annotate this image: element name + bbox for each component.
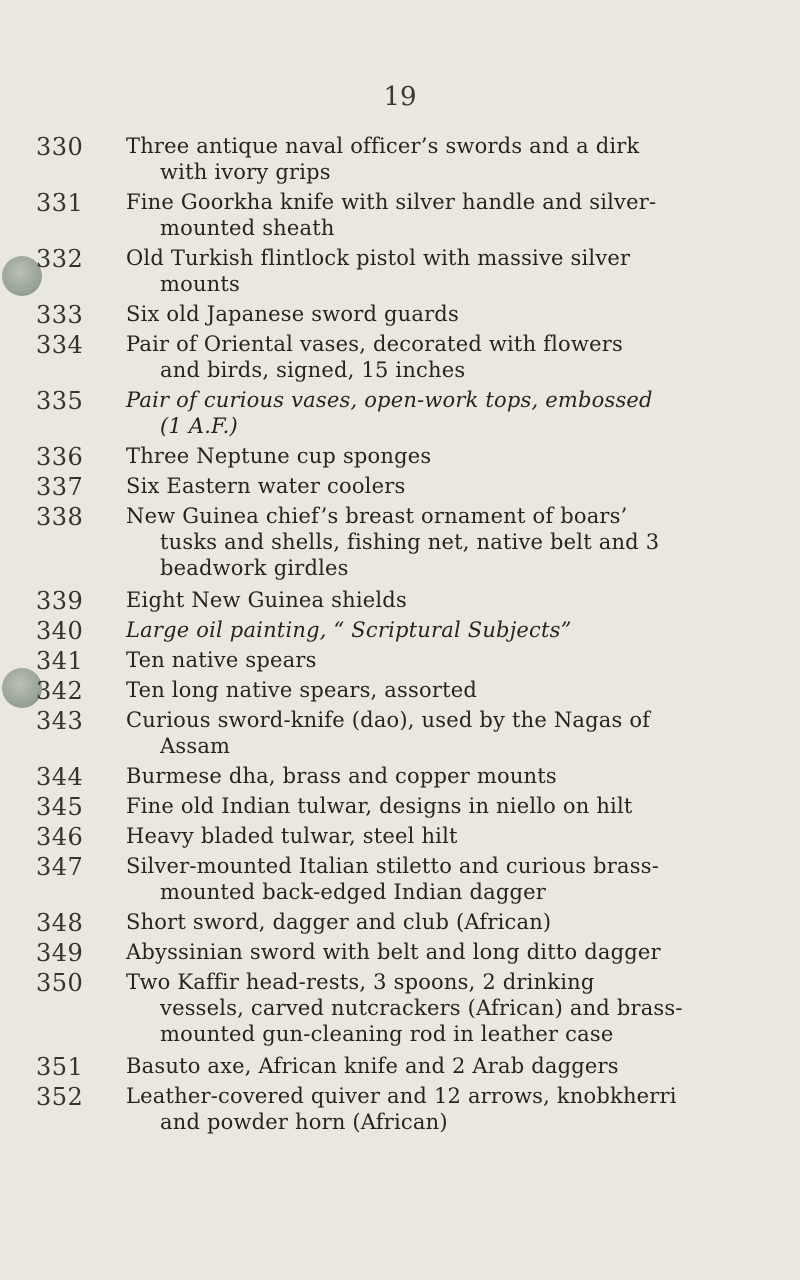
- lot-number: 344: [36, 763, 84, 791]
- lot-description-line: Two Kaffir head-rests, 3 spoons, 2 drinking: [126, 970, 595, 994]
- lot-description-line: with ivory grips: [160, 160, 331, 184]
- lot-description-line: mounted gun-cleaning rod in leather case: [160, 1022, 614, 1046]
- lot-number: 349: [36, 939, 84, 967]
- lot-description: [126, 939, 780, 965]
- lot-description-line: mounted sheath: [160, 216, 335, 240]
- lot-number: 338: [36, 503, 84, 531]
- lot-list: [0, 133, 800, 1139]
- lot-number: 334: [36, 331, 84, 359]
- lot-description-line: Silver-mounted Italian stiletto and curious brass-: [126, 854, 659, 878]
- lot-entry: [0, 301, 800, 331]
- lot-description-line: New Guinea chief’s breast ornament of boars’: [126, 504, 628, 528]
- lot-description: [126, 823, 780, 849]
- lot-number: 339: [36, 587, 84, 615]
- lot-description-line: Six old Japanese sword guards: [126, 302, 459, 326]
- lot-description-line: Three antique naval officer’s swords and a dirk: [126, 134, 640, 158]
- lot-description: [126, 969, 780, 1047]
- lot-entry: [0, 503, 800, 587]
- lot-number: 333: [36, 301, 84, 329]
- lot-number: 352: [36, 1083, 84, 1111]
- lot-number: 347: [36, 853, 84, 881]
- lot-description-line: Leather-covered quiver and 12 arrows, knobkherri: [126, 1084, 677, 1108]
- lot-description-line: and birds, signed, 15 inches: [160, 358, 466, 382]
- lot-number: 345: [36, 793, 84, 821]
- lot-number: 332: [36, 245, 84, 273]
- lot-entry: [0, 763, 800, 793]
- lot-entry: [0, 793, 800, 823]
- lot-description: [126, 763, 780, 789]
- lot-description-line: tusks and shells, fishing net, native belt and 3: [160, 530, 660, 554]
- lot-description-line: Pair of curious vases, open-work tops, embossed: [126, 388, 653, 412]
- lot-entry: [0, 331, 800, 387]
- lot-description: [126, 133, 780, 185]
- lot-entry: [0, 707, 800, 763]
- lot-entry: [0, 1053, 800, 1083]
- lot-description-line: Fine Goorkha knife with silver handle and silver-: [126, 190, 657, 214]
- lot-entry: [0, 677, 800, 707]
- lot-description-line: vessels, carved nutcrackers (African) and brass-: [160, 996, 683, 1020]
- lot-number: 346: [36, 823, 84, 851]
- lot-entry: [0, 823, 800, 853]
- lot-description: [126, 707, 780, 759]
- lot-entry: [0, 1083, 800, 1139]
- lot-entry: [0, 617, 800, 647]
- lot-description-line: Assam: [160, 734, 231, 758]
- lot-number: 341: [36, 647, 84, 675]
- lot-description: [126, 853, 780, 905]
- lot-entry: [0, 969, 800, 1053]
- lot-entry: [0, 939, 800, 969]
- lot-description: [126, 301, 780, 327]
- lot-description-line: Large oil painting, “ Scriptural Subjects”: [126, 618, 572, 642]
- lot-description: [126, 617, 780, 643]
- lot-description-line: Eight New Guinea shields: [126, 588, 407, 612]
- lot-entry: [0, 647, 800, 677]
- page-number: 19: [383, 82, 417, 112]
- lot-description: [126, 1083, 780, 1135]
- lot-number: 337: [36, 473, 84, 501]
- lot-description-line: Abyssinian sword with belt and long ditto dagger: [126, 940, 661, 964]
- lot-entry: [0, 909, 800, 939]
- lot-description-line: Ten native spears: [126, 648, 317, 672]
- lot-description: [126, 647, 780, 673]
- lot-description: [126, 189, 780, 241]
- lot-description-line: Old Turkish flintlock pistol with massive silver: [126, 246, 631, 270]
- lot-description-line: Heavy bladed tulwar, steel hilt: [126, 824, 458, 848]
- lot-number: 336: [36, 443, 84, 471]
- lot-entry: [0, 853, 800, 909]
- lot-number: 331: [36, 189, 84, 217]
- lot-entry: [0, 387, 800, 443]
- lot-description-line: beadwork girdles: [160, 556, 349, 580]
- lot-description-line: Fine old Indian tulwar, designs in niello on hilt: [126, 794, 633, 818]
- lot-description-line: Short sword, dagger and club (African): [126, 910, 552, 934]
- lot-description-line: and powder horn (African): [160, 1110, 448, 1134]
- lot-number: 342: [36, 677, 84, 705]
- lot-description-line: Curious sword-knife (dao), used by the Nagas of: [126, 708, 651, 732]
- lot-description-line: Six Eastern water coolers: [126, 474, 406, 498]
- lot-description: [126, 677, 780, 703]
- lot-description-line: (1 A.F.): [160, 414, 238, 438]
- lot-description: [126, 503, 780, 581]
- lot-number: 340: [36, 617, 84, 645]
- lot-entry: [0, 189, 800, 245]
- lot-description: [126, 909, 780, 935]
- lot-description-line: Three Neptune cup sponges: [126, 444, 432, 468]
- lot-description-line: mounts: [160, 272, 241, 296]
- lot-description: [126, 587, 780, 613]
- lot-number: 335: [36, 387, 84, 415]
- lot-number: 348: [36, 909, 84, 937]
- lot-number: 343: [36, 707, 84, 735]
- lot-entry: [0, 587, 800, 617]
- lot-description: [126, 387, 780, 439]
- lot-entry: [0, 133, 800, 189]
- lot-description: [126, 443, 780, 469]
- lot-entry: [0, 473, 800, 503]
- lot-number: 350: [36, 969, 84, 997]
- lot-description: [126, 245, 780, 297]
- lot-entry: [0, 443, 800, 473]
- lot-description-line: Basuto axe, African knife and 2 Arab daggers: [126, 1054, 619, 1078]
- lot-description: [126, 473, 780, 499]
- lot-description-line: Burmese dha, brass and copper mounts: [126, 764, 557, 788]
- lot-description: [126, 331, 780, 383]
- lot-entry: [0, 245, 800, 301]
- lot-number: 351: [36, 1053, 84, 1081]
- lot-description-line: Pair of Oriental vases, decorated with flowers: [126, 332, 623, 356]
- lot-description-line: mounted back-edged Indian dagger: [160, 880, 547, 904]
- lot-description-line: Ten long native spears, assorted: [126, 678, 477, 702]
- lot-description: [126, 1053, 780, 1079]
- lot-number: 330: [36, 133, 84, 161]
- lot-description: [126, 793, 780, 819]
